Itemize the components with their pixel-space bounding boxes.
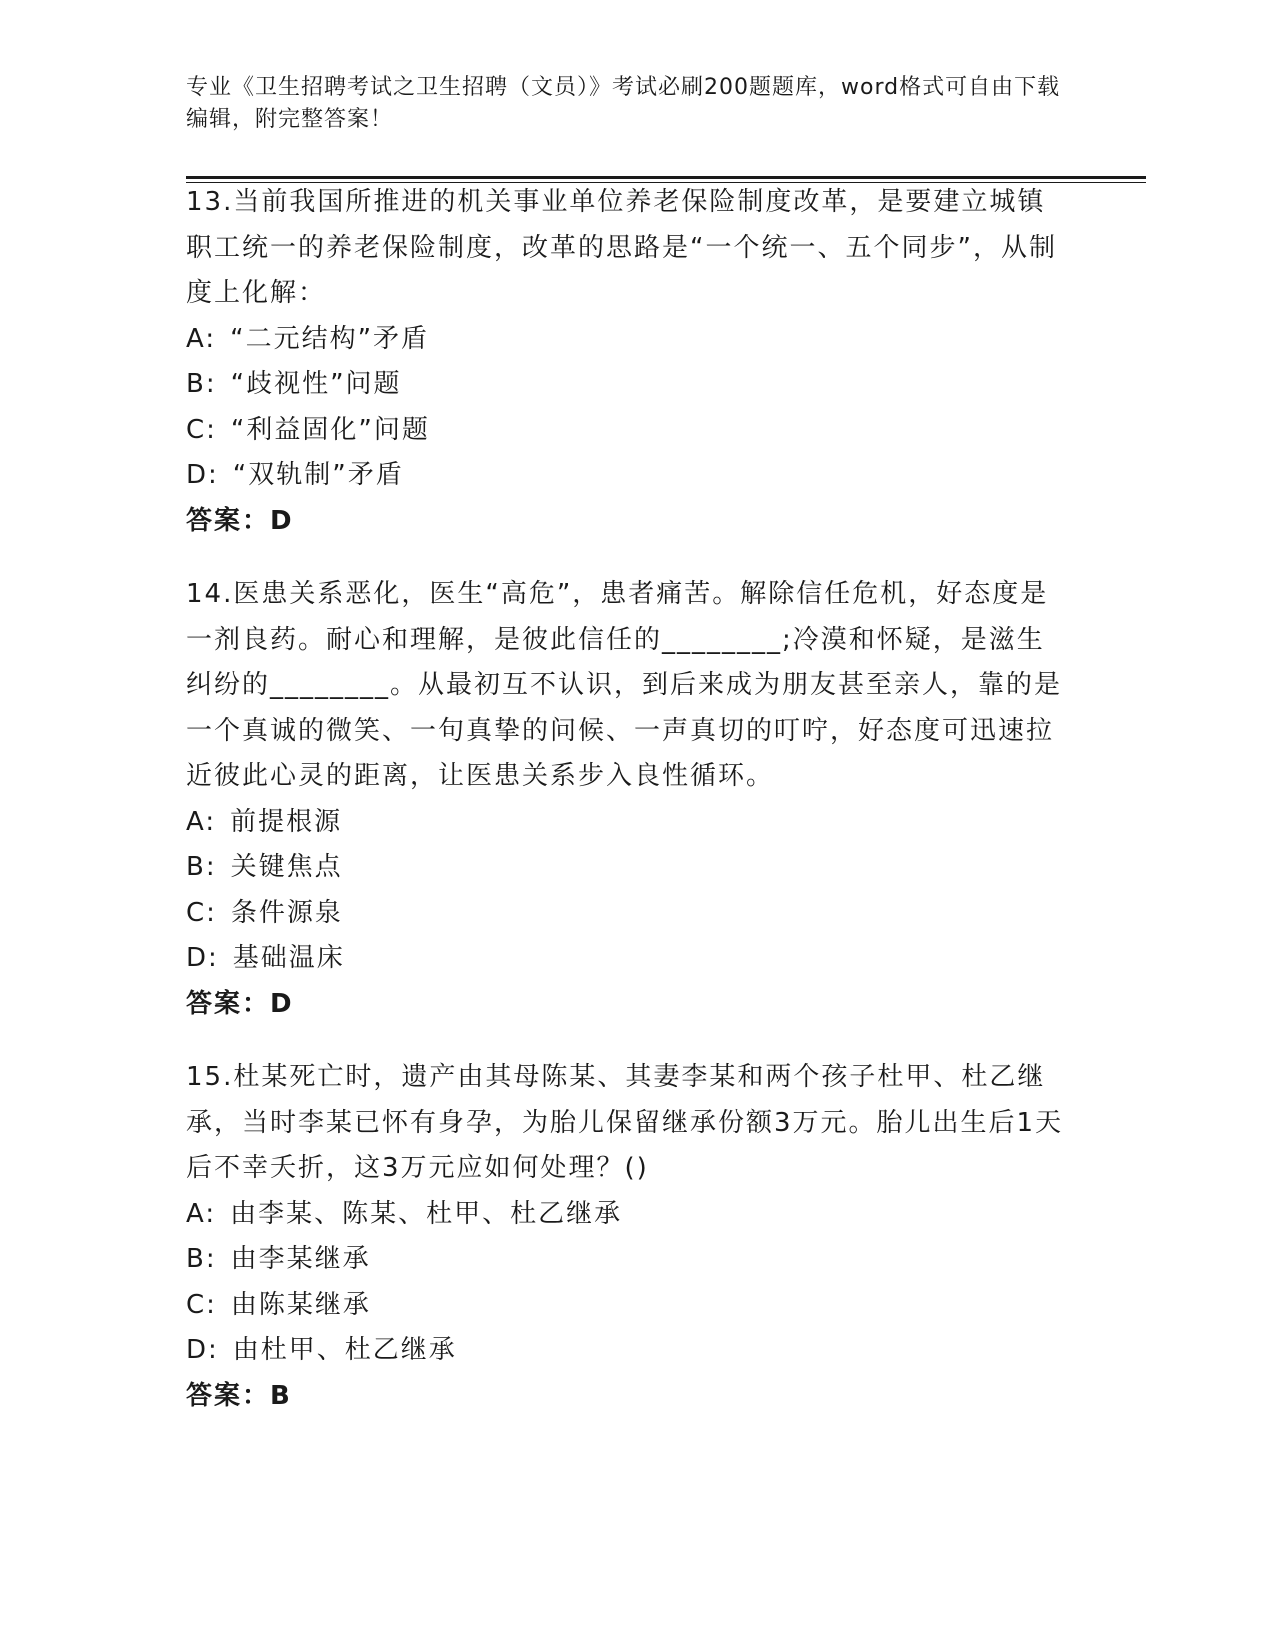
option-letter: D:: [186, 943, 219, 973]
option-c: [186, 891, 1066, 937]
question-stem: 15.杜某死亡时，遗产由其母陈某、其妻李某和两个孩子杜甲、杜乙继承，当时李某已怀有身孕，为胎儿保留继承份额3万元。胎儿出生后1天后不幸夭折，这3万元应如何处理？(): [186, 1062, 1064, 1183]
option-text: “双轨制”矛盾: [232, 460, 404, 490]
option-c: [186, 408, 1066, 454]
option-letter: B:: [186, 1244, 217, 1274]
option-letter: B:: [186, 852, 217, 882]
option-letter: D:: [186, 460, 219, 490]
question-stem: 14.医患关系恶化，医生“高危”，患者痛苦。解除信任危机，好态度是一剂良药。耐心和理解，是彼此信任的________;冷漠和怀疑，是滋生纠纷的________。从最初互不认识，到后来成为朋友甚至亲人，靠的是一个真诚的微笑、一句真挚的问候、一声真切的叮咛，好态度可迅速拉近彼此心灵的距离，让医患关系步入良性循环。: [186, 579, 1063, 791]
answer-label: 答案：: [186, 505, 271, 536]
option-text: 基础温床: [232, 943, 345, 973]
option-a: [186, 317, 1066, 363]
option-text: 关键焦点: [230, 852, 343, 882]
answer-label: 答案：: [186, 988, 271, 1019]
option-text: 由李某、陈某、杜甲、杜乙继承: [230, 1198, 623, 1229]
option-letter: D:: [186, 1335, 219, 1365]
option-letter: A:: [186, 323, 217, 354]
option-letter: C:: [186, 414, 217, 445]
answer-value: D: [270, 505, 294, 536]
question-15: [186, 1055, 1066, 1419]
option-b: [186, 1237, 1066, 1283]
option-text: 条件源泉: [230, 897, 343, 928]
header-rule-thick: [186, 176, 1146, 179]
option-text: 由陈某继承: [230, 1289, 371, 1320]
option-letter: A:: [186, 806, 217, 837]
option-d: [186, 453, 1066, 499]
option-text: “利益固化”问题: [230, 414, 430, 445]
option-c: [186, 1283, 1066, 1329]
option-text: 前提根源: [230, 806, 343, 837]
option-text: 由李某继承: [230, 1244, 371, 1274]
option-text: “二元结构”矛盾: [230, 323, 430, 354]
option-b: [186, 362, 1066, 408]
document-header: 专业《卫生招聘考试之卫生招聘（文员）》考试必刷200题题库，word格式可自由下载编辑，附完整答案！: [186, 75, 1061, 132]
option-letter: B:: [186, 369, 217, 399]
option-letter: C:: [186, 897, 217, 928]
option-text: 由杜甲、杜乙继承: [232, 1335, 457, 1365]
option-d: [186, 936, 1066, 982]
option-a: [186, 800, 1066, 846]
option-b: [186, 845, 1066, 891]
option-letter: A:: [186, 1198, 217, 1229]
question-stem: 13.当前我国所推进的机关事业单位养老保险制度改革，是要建立城镇职工统一的养老保险制度，改革的思路是“一个统一、五个同步”，从制度上化解：: [186, 187, 1057, 308]
option-a: [186, 1192, 1066, 1238]
answer-label: 答案：: [186, 1380, 271, 1411]
answer-value: D: [270, 988, 294, 1019]
option-letter: C:: [186, 1289, 217, 1320]
answer-line: [186, 982, 1066, 1028]
option-text: “歧视性”问题: [230, 369, 402, 399]
question-14: [186, 572, 1066, 1027]
option-d: [186, 1328, 1066, 1374]
answer-value: B: [270, 1380, 292, 1411]
answer-line: [186, 1374, 1066, 1420]
question-13: [186, 180, 1066, 544]
answer-line: [186, 499, 1066, 545]
